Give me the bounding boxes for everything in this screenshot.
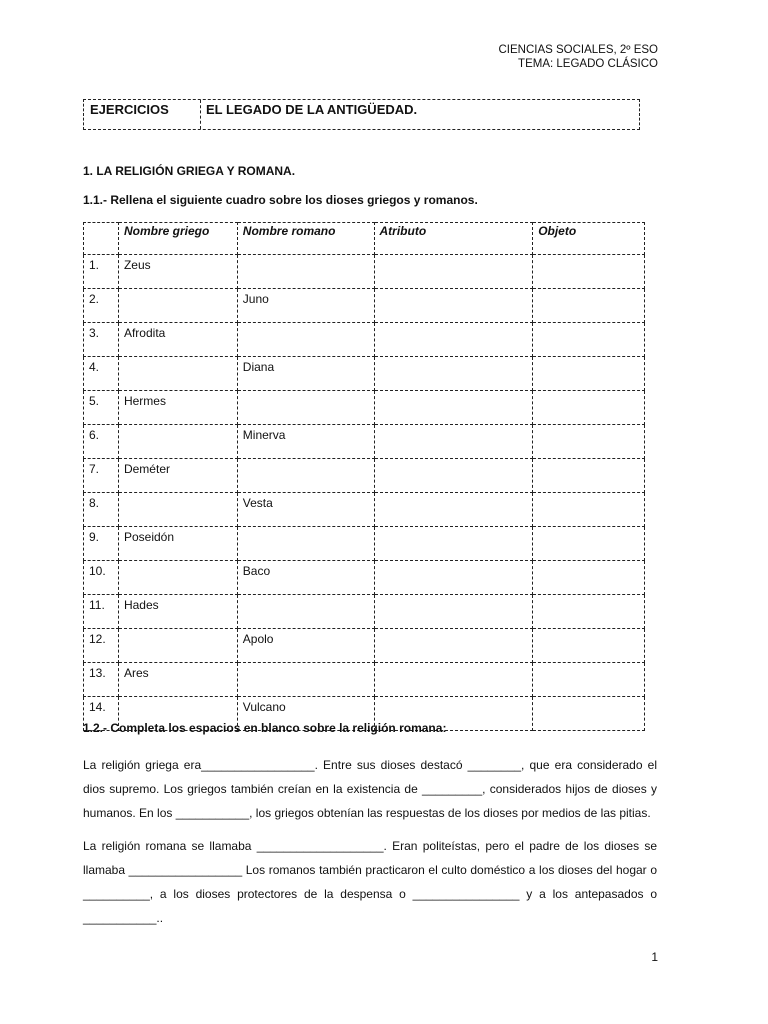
table-cell — [118, 561, 237, 595]
table-cell: Ares — [118, 663, 237, 697]
table-cell — [374, 391, 533, 425]
table-cell: 8. — [84, 493, 119, 527]
table-row — [84, 323, 645, 357]
table-cell — [237, 255, 374, 289]
table-cell: Hades — [118, 595, 237, 629]
table-cell: 12. — [84, 629, 119, 663]
table-cell — [533, 323, 645, 357]
table-cell — [237, 323, 374, 357]
table-row — [84, 527, 645, 561]
column-header — [84, 223, 119, 255]
table-cell: 1. — [84, 255, 119, 289]
greek-religion-paragraph: La religión griega era_________________. Entre sus dioses destacó ________, que era considerado el dios supremo. Los griegos también creían en la existencia de _________, considerados hijos de dioses y humanos. En los ___________, los griegos obtenían las respuestas de los dioses por medios de las pitias. — [83, 758, 657, 820]
table-cell — [533, 459, 645, 493]
table-row — [84, 391, 645, 425]
table-cell: Minerva — [237, 425, 374, 459]
table-cell — [533, 289, 645, 323]
title-box — [83, 99, 640, 130]
table-cell: 4. — [84, 357, 119, 391]
table-cell: 10. — [84, 561, 119, 595]
table-cell — [533, 595, 645, 629]
table-cell — [118, 629, 237, 663]
table-row — [84, 663, 645, 697]
table-cell — [533, 663, 645, 697]
header-topic: TEMA: LEGADO CLÁSICO — [518, 58, 658, 70]
table-cell: Juno — [237, 289, 374, 323]
table-cell — [533, 255, 645, 289]
gods-table — [83, 222, 645, 731]
table-row — [84, 493, 645, 527]
table-cell: Vulcano — [237, 697, 374, 731]
table-cell — [533, 527, 645, 561]
table-cell — [237, 595, 374, 629]
table-row — [84, 255, 645, 289]
table-cell — [533, 493, 645, 527]
table-row — [84, 425, 645, 459]
table-cell — [118, 425, 237, 459]
exercise-1-1-heading: 1.1.- Rellena el siguiente cuadro sobre los dioses griegos y romanos. — [83, 193, 478, 207]
table-cell — [374, 663, 533, 697]
table-cell: 14. — [84, 697, 119, 731]
table-cell: Afrodita — [118, 323, 237, 357]
column-header: Atributo — [374, 223, 533, 255]
table-cell — [237, 527, 374, 561]
table-cell — [374, 527, 533, 561]
title-divider — [200, 100, 201, 129]
table-cell — [374, 255, 533, 289]
table-cell — [374, 493, 533, 527]
table-cell: 6. — [84, 425, 119, 459]
table-row — [84, 459, 645, 493]
table-cell: 9. — [84, 527, 119, 561]
table-cell: Zeus — [118, 255, 237, 289]
table-cell: Baco — [237, 561, 374, 595]
page-title: EL LEGADO DE LA ANTIGÜEDAD. — [206, 102, 418, 117]
table-header-row — [84, 223, 645, 255]
table-cell: Vesta — [237, 493, 374, 527]
table-cell — [237, 459, 374, 493]
table-cell — [533, 391, 645, 425]
table-row — [84, 595, 645, 629]
table-row — [84, 357, 645, 391]
table-cell: 3. — [84, 323, 119, 357]
table-cell: Hermes — [118, 391, 237, 425]
table-cell: 13. — [84, 663, 119, 697]
table-cell — [533, 697, 645, 731]
table-cell: 11. — [84, 595, 119, 629]
page-number: 1 — [651, 950, 658, 964]
table-cell — [533, 425, 645, 459]
table-row — [84, 289, 645, 323]
table-cell: 7. — [84, 459, 119, 493]
table-cell — [374, 459, 533, 493]
table-cell — [374, 629, 533, 663]
roman-religion-paragraph: La religión romana se llamaba ___________________. Eran politeístas, pero el padre de los dioses se llamaba _________________ Los romanos también practicaron el culto doméstico a los dioses del hogar o __________, a los dioses protectores de la despensa o ________________ y a los antepasados o ___________.. — [83, 839, 657, 925]
exercise-label: EJERCICIOS — [90, 102, 169, 117]
table-cell: 2. — [84, 289, 119, 323]
table-cell — [118, 357, 237, 391]
section-heading: 1. LA RELIGIÓN GRIEGA Y ROMANA. — [83, 164, 296, 178]
table-cell — [533, 357, 645, 391]
table-cell — [118, 493, 237, 527]
table-row — [84, 629, 645, 663]
table-cell: Deméter — [118, 459, 237, 493]
document-header — [498, 43, 658, 71]
table-row — [84, 561, 645, 595]
table-cell — [374, 323, 533, 357]
table-cell: Apolo — [237, 629, 374, 663]
table-cell — [374, 357, 533, 391]
table-cell — [374, 561, 533, 595]
table-cell — [374, 595, 533, 629]
table-cell — [237, 391, 374, 425]
column-header: Nombre griego — [118, 223, 237, 255]
column-header: Objeto — [533, 223, 645, 255]
exercise-1-2-heading: 1.2.- Completa los espacios en blanco sobre la religión romana: — [83, 721, 447, 735]
table-cell: 5. — [84, 391, 119, 425]
table-cell — [374, 289, 533, 323]
header-course: CIENCIAS SOCIALES, 2º ESO — [498, 44, 658, 56]
column-header: Nombre romano — [237, 223, 374, 255]
table-cell — [237, 663, 374, 697]
table-cell — [118, 289, 237, 323]
table-cell — [533, 561, 645, 595]
table-cell: Diana — [237, 357, 374, 391]
table-cell: Poseidón — [118, 527, 237, 561]
table-cell — [533, 629, 645, 663]
table-cell — [374, 425, 533, 459]
